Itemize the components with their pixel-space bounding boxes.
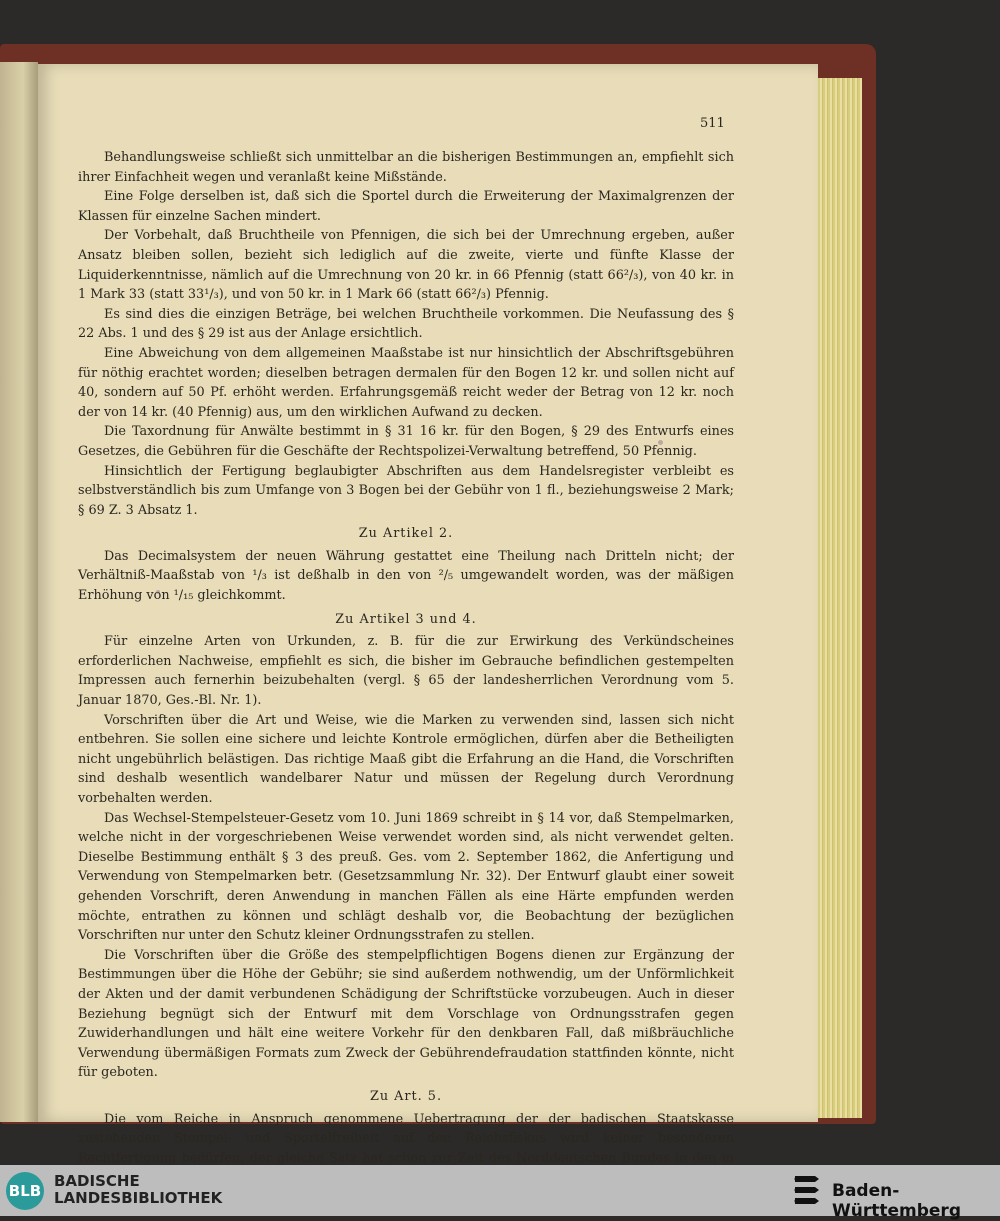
left-page-edge	[0, 62, 38, 1122]
paragraph: Die Vorschriften über die Größe des stempelpflichtigen Bogens dienen zur Ergänzung der Bestimmungen über die Höhe der Gebühr; sie sind außerdem nothwendig, um der Unförmlichkeit der Akten und der damit verbundenen Schädigung der Schriftstücke vorzubeugen. Auch in dieser Beziehung begnügt sich der Entwurf mit dem Vorschlage von Ordnungsstrafen gegen Zuwiderhandlungen und hält eine weitere Vorkehr für den denkbaren Fall, daß mißbräuchliche Verwendung übermäßigen Formats zum Zweck der Gebührendefraudation stattfinden könnte, nicht für geboten.	[78, 947, 734, 1081]
paragraph: Für einzelne Arten von Urkunden, z. B. für die zur Erwirkung des Verkündscheines erforderlichen Nachweise, empfiehlt es sich, die bisher im Gebrauche befindlichen gestempelten Impressen auch fernerhin beizubehalten (vergl. § 65 der landesherrlichen Verordnung vom 5. Januar 1870, Ges.-Bl. Nr. 1).	[78, 634, 734, 709]
lions-coat-of-arms-icon[interactable]	[792, 1172, 822, 1210]
page-edges	[818, 78, 862, 1118]
section-heading: Zu Artikel 2.	[358, 526, 454, 542]
page-number: 511	[700, 116, 725, 131]
state-name[interactable]: Baden-Württemberg	[832, 1181, 961, 1221]
paragraph: Die Taxordnung für Anwälte bestimmt in § 31 16 kr. für den Bogen, § 29 des Entwurfs eines Gesetzes, die Gebühren für die Geschäfte der Rechtspolizei-Verwaltung betreffend, 50 Pfennig.	[78, 424, 734, 459]
paragraph: Behandlungsweise schließt sich unmittelbar an die bisherigen Bestimmungen an, empfiehlt sich ihrer Einfachheit wegen und veranlaßt keine Mißstände.	[78, 150, 734, 185]
library-name-line1: BADISCHE	[54, 1172, 140, 1190]
paragraph: Es sind dies die einzigen Beträge, bei welchen Bruchtheile vorkommen. Die Neufassung des § 22 Abs. 1 und des § 29 ist aus der Anlage ersichtlich.	[78, 306, 734, 342]
paragraph: Eine Abweichung von dem allgemeinen Maaßstabe ist nur hinsichtlich der Abschriftsgebühren für nöthig erachtet worden; dieselben betragen dermalen für den Bogen 12 kr. und sollen nicht auf 40, sondern auf 50 Pf. erhöht werden. Erfahrungsgemäß reicht weder der Betrag von 12 kr. noch der von 14 kr. (40 Pfennig) aus, um den wirklichen Aufwand zu decken.	[78, 345, 734, 420]
paragraph: Der Vorbehalt, daß Bruchtheile von Pfennigen, die sich bei der Umrechnung ergeben, außer Ansatz bleiben sollen, bezieht sich lediglich auf die zweite, vierte und fünfte Klasse der Liquiderkenntnisse, nämlich auf die Umrechnung von 20 kr. in 66 Pfennig (statt 66²/₃), von 40 kr. in 1 Mark 33 (statt 33¹/₃), und von 50 kr. in 1 Mark 66 (statt 66²/₃) Pfennig.	[78, 228, 734, 303]
paragraph: Hinsichtlich der Fertigung beglaubigter Abschriften aus dem Handelsregister verbleibt es selbstverständlich bis zum Umfange von 3 Bogen bei der Gebühr von 1 fl., beziehungsweise 2 Mark; § 69 Z. 3 Absatz 1.	[78, 463, 734, 518]
paragraph: Das Wechsel-Stempelsteuer-Gesetz vom 10. Juni 1869 schreibt in § 14 vor, daß Stempelmarken, welche nicht in der vorgeschriebenen Weise verwendet worden sind, als nicht verwendet gelten. Dieselbe Bestimmung enthält § 3 des preuß. Ges. vom 2. September 1862, die Anfertigung und Verwendung von Stempelmarken betr. (Gesetzsammlung Nr. 32). Der Entwurf glaubt einer soweit gehenden Vorschrift, deren Anwendung in manchen Fällen als eine Härte empfunden werden möchte, entrathen zu können und schlägt deshalb vor, die Beobachtung der bezüglichen Vorschriften nur unter den Schutz kleiner Ordnungsstrafen zu stellen.	[78, 810, 734, 944]
section-heading: Zu Artikel 3 und 4.	[335, 611, 477, 627]
section-heading: Zu Art. 5.	[369, 1088, 443, 1104]
library-name[interactable]	[54, 1173, 222, 1207]
library-name-line2: LANDESBIBLIOTHEK	[54, 1189, 223, 1207]
paragraph: Das Decimalsystem der neuen Währung gestattet eine Theilung nach Dritteln nicht; der Verhältniß-Maaßstab von ¹/₃ ist deßhalb in den von ²/₅ umgewandelt worden, was der mäßigen Erhöhung von ¹/₁₅ gleichkommt.	[78, 548, 734, 604]
paragraph: Eine Folge derselben ist, daß sich die Sportel durch die Erweiterung der Maximalgrenzen der Klassen für einzelne Sachen mindert.	[78, 189, 734, 224]
paragraph: Die vom Reiche in Anspruch genommene Uebertragung der der badischen Staatskasse zustehenden Stempel- und Sportelfreiheit auf den Reichsfiskus wird keiner besonderen Rechtfertigung bedürfen; der gleiche Satz hat schon zur Zeit des Norddeutschen Bundes in den in	[78, 1111, 734, 1165]
paragraph: Vorschriften über die Art und Weise, wie die Marken zu verwenden sind, lassen sich nicht entbehren. Sie sollen eine sichere und leichte Kontrole ermöglichen, dürfen aber die Betheiligten nicht ungebührlich belästigen. Das richtige Maaß gibt die Erfahrung an die Hand, die Vorschriften sind deshalb wesentlich wandelbarer Natur und müssen der Regelung durch Verordnung vorbehalten werden.	[78, 712, 734, 806]
blb-logo[interactable]: BLB	[6, 1172, 44, 1210]
page-text	[78, 148, 734, 1165]
